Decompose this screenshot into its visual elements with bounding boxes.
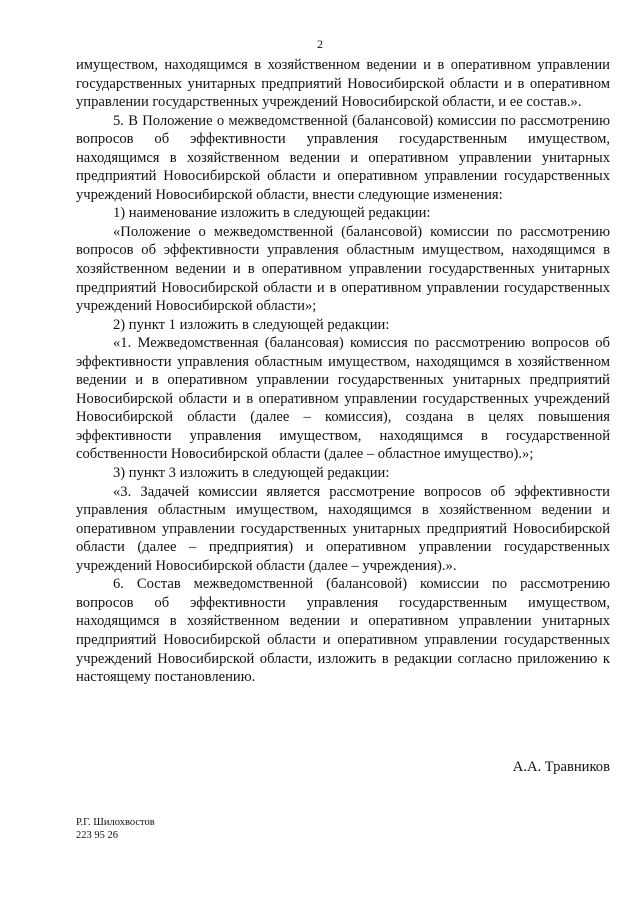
paragraph-item-5: 5. В Положение о межведомственной (балансовой) комиссии по рассмотрению вопросов об эффективности управления государственным имуществом, находящимся в хозяйственном ведении и оперативном управлении унитарных предприятий Новосибирской области и оперативном управлении государственных учреждений Новосибирской области, внести следующие изменения: [76,112,610,203]
executor-name: Р.Г. Шилохвостов [76,817,155,828]
footer-executor [76,817,155,842]
signature-name: А.А. Травников [512,759,610,775]
executor-phone: 223 95 26 [76,829,118,841]
paragraph-quote-point-1: «1. Межведомственная (балансовая) комиссия по рассмотрению вопросов об эффективности управления областным имуществом, находящимся в хозяйственном ведении и в оперативном управлении государственных унитарных предприятий Новосибирской области и в оперативном управлении государственных учреждений Новосибирской области (далее – комиссия), создана в целях повышения эффективности управления имуществом, находящимся в государственной собственности Новосибирской области (далее – областное имущество).»; [76,335,610,463]
paragraph-quote-title: «Положение о межведомственной (балансовой) комиссии по рассмотрению вопросов об эффективности управления областным имуществом, находящимся в хозяйственном ведении и в оперативном управлении государственных унитарных предприятий Новосибирской области и в оперативном управлении государственных учреждений Новосибирской области»; [76,223,610,315]
paragraph-subitem-3: 3) пункт 3 изложить в следующей редакции: [113,465,390,482]
paragraph-item-6: 6. Состав межведомственной (балансовой) комиссии по рассмотрению вопросов об эффективности управления государственным имуществом, находящимся в хозяйственном ведении и оперативном управлении унитарных предприятий Новосибирской области и оперативном управлении государственных учреждений Новосибирской области, изложить в редакции согласно приложению к настоящему постановлению. [76,576,610,686]
page-number: 2 [317,37,323,51]
paragraph-quote-point-3: «3. Задачей комиссии является рассмотрение вопросов об эффективности управления областным имуществом, находящимся в хозяйственном ведении и оперативном управлении государственных унитарных предприятий Новосибирской области (далее – предприятия) и оперативном управлении государственных учреждений Новосибирской области (далее – учреждения).». [76,483,610,574]
paragraph-subitem-1: 1) наименование изложить в следующей редакции: [113,205,431,222]
paragraph-continuation: имуществом, находящимся в хозяйственном ведении и в оперативном управлении государственных унитарных предприятий Новосибирской области и в оперативном управлении государственных учреждений Новосибирской области, и ее состав.». [76,57,610,111]
paragraph-subitem-2: 2) пункт 1 изложить в следующей редакции: [113,316,390,333]
document-body [76,56,610,687]
